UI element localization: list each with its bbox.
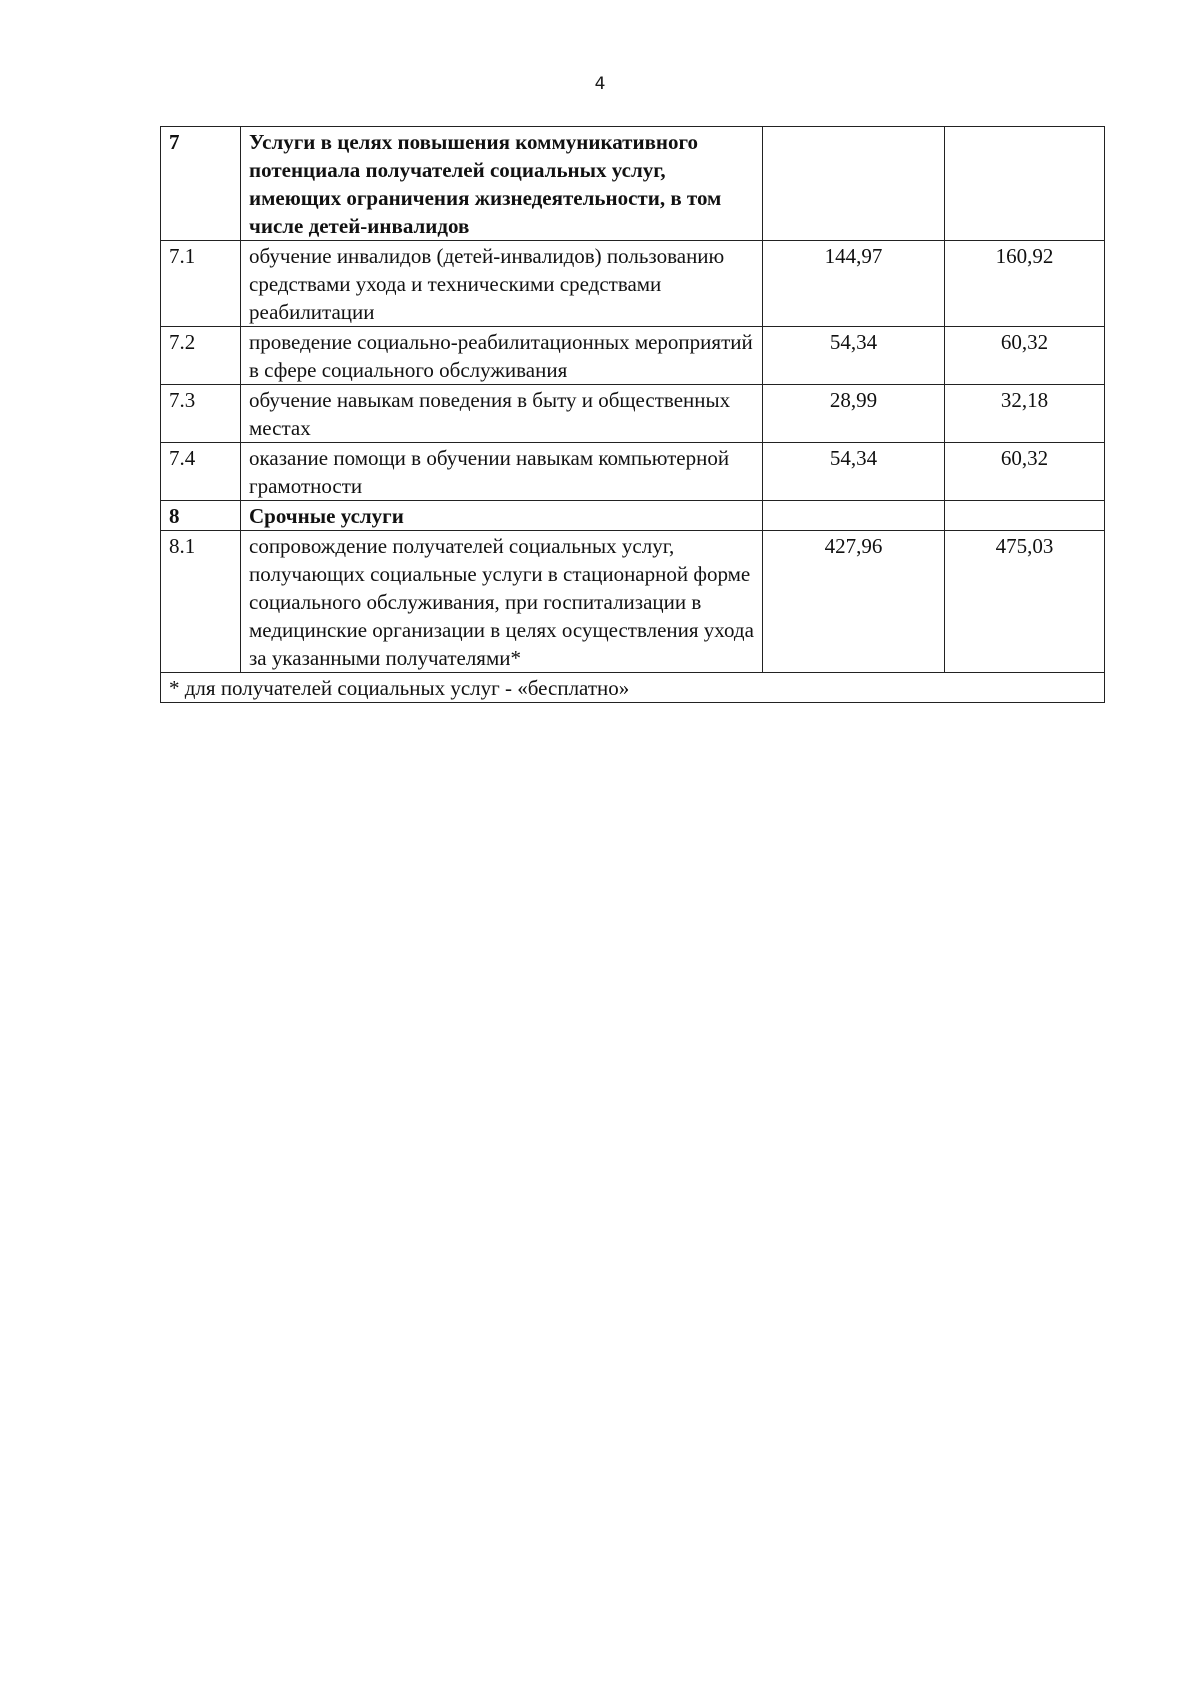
row-name: сопровождение получателей социальных услуг, получающих социальные услуги в стационарной форме социального обслуживания, при госпитализации в медицинские организации в целях осуществления ухода за указанными получателями* [241,531,763,673]
row-value-1: 427,96 [763,531,945,673]
table-row-section-7 [161,127,1105,241]
row-value-1: 144,97 [763,241,945,327]
row-code: 8 [161,501,241,531]
row-code: 7.1 [161,241,241,327]
row-value-2: 32,18 [945,385,1105,443]
row-value-2: 60,32 [945,327,1105,385]
row-value-2: 475,03 [945,531,1105,673]
row-name: оказание помощи в обучении навыкам компьютерной грамотности [241,443,763,501]
table-row [161,385,1105,443]
row-value-1: 54,34 [763,443,945,501]
row-name: Срочные услуги [241,501,763,531]
row-value-1 [763,127,945,241]
table-row [161,241,1105,327]
footnote: * для получателей социальных услуг - «бесплатно» [161,673,1105,703]
row-code: 7 [161,127,241,241]
row-code: 7.4 [161,443,241,501]
footnote-row [161,673,1105,703]
row-code: 7.2 [161,327,241,385]
row-value-2: 60,32 [945,443,1105,501]
services-table [160,126,1105,703]
row-value-2: 160,92 [945,241,1105,327]
table-row [161,327,1105,385]
row-name: обучение навыкам поведения в быту и общественных местах [241,385,763,443]
table-row [161,531,1105,673]
row-value-1: 28,99 [763,385,945,443]
row-code: 8.1 [161,531,241,673]
table-row-section-8 [161,501,1105,531]
table-row [161,443,1105,501]
row-name: обучение инвалидов (детей-инвалидов) пользованию средствами ухода и техническими средствами реабилитации [241,241,763,327]
page-number: 4 [594,74,606,94]
row-value-1 [763,501,945,531]
row-name: Услуги в целях повышения коммуникативного потенциала получателей социальных услуг, имеющих ограничения жизнедеятельности, в том числе детей-инвалидов [241,127,763,241]
row-value-1: 54,34 [763,327,945,385]
row-code: 7.3 [161,385,241,443]
row-value-2 [945,127,1105,241]
row-value-2 [945,501,1105,531]
row-name: проведение социально-реабилитационных мероприятий в сфере социального обслуживания [241,327,763,385]
